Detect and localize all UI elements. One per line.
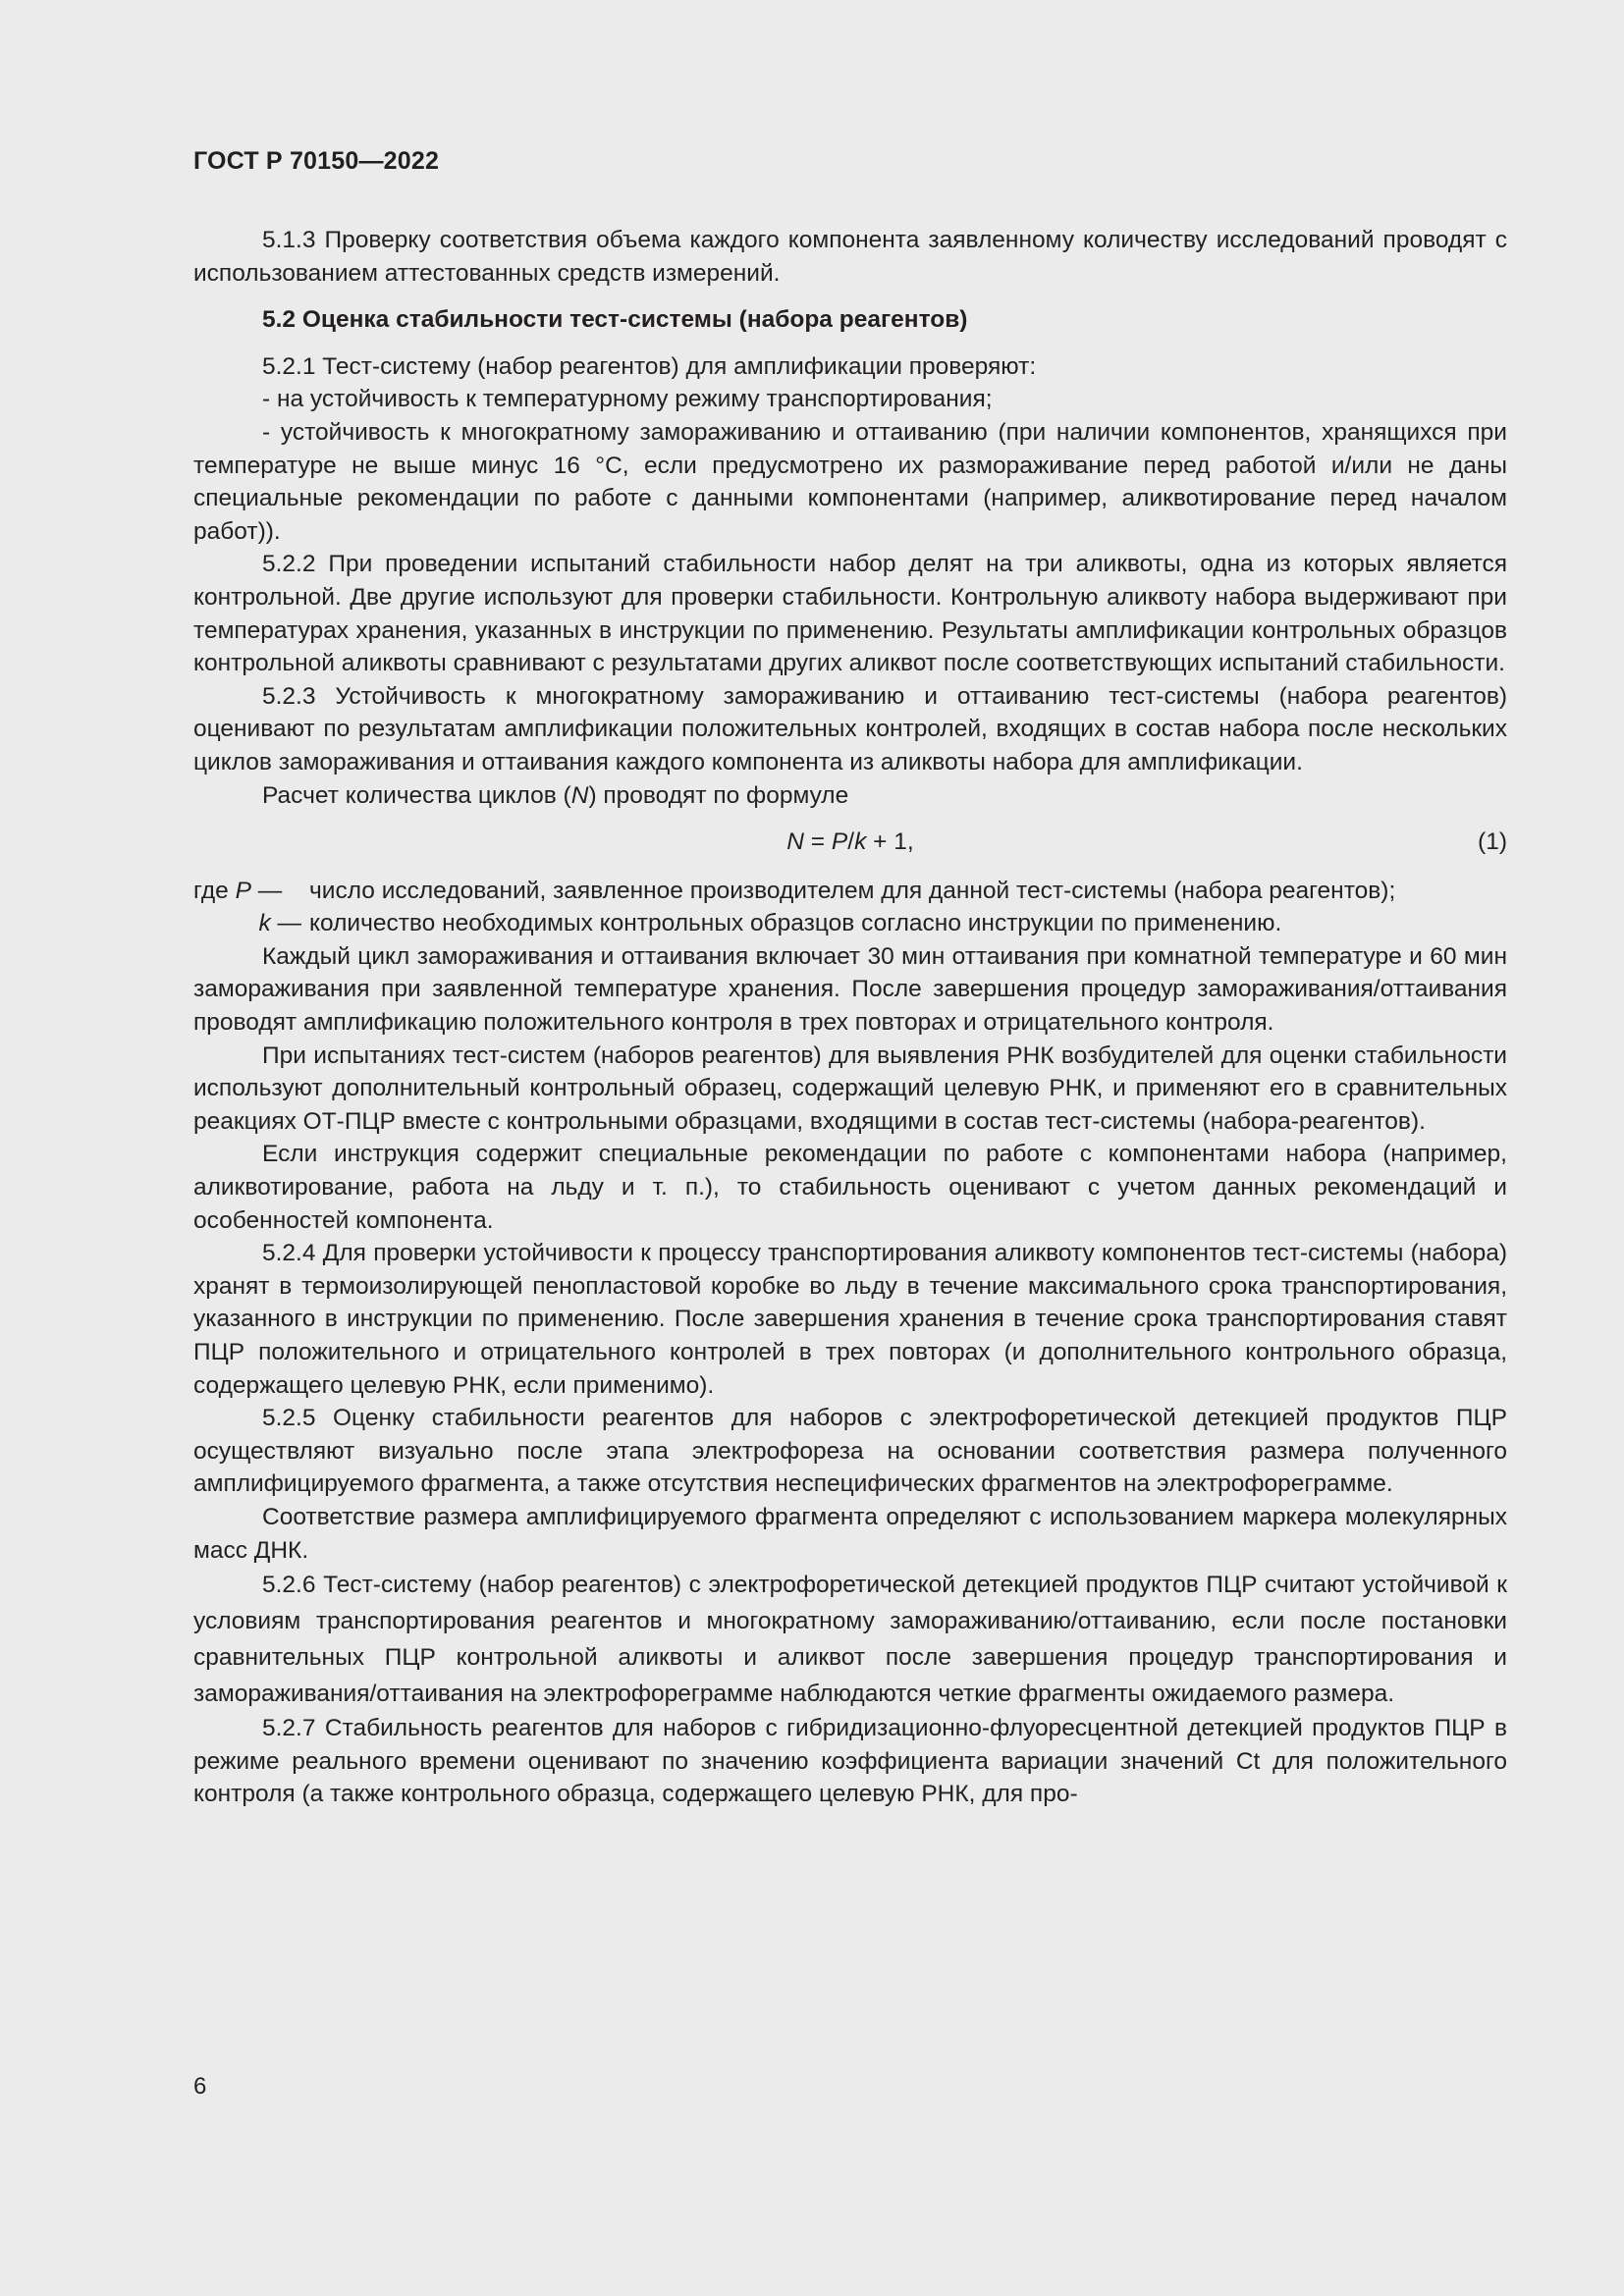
where-p-definition — [193, 875, 1507, 908]
where-var-k: k — [258, 910, 271, 937]
paragraph-cycle-calculation — [193, 779, 1507, 813]
formula-var-k: k — [854, 828, 867, 856]
where-p-text: число исследований, заявленное производителем для данной тест-системы (набора реагентов); — [309, 877, 1396, 904]
where-k-definition — [193, 907, 1507, 940]
list-item-transport: - на устойчивость к температурному режиму транспортирования; — [262, 386, 993, 413]
calc-text-end: ) проводят по формуле — [588, 781, 849, 809]
formula-var-n: N — [786, 828, 804, 856]
where-dash-p: — — [250, 877, 283, 904]
where-prefix: где — [193, 877, 236, 904]
document-body — [193, 224, 1507, 1811]
paragraph-5-2-6: 5.2.6 Тест-систему (набор реагентов) с электрофоретической детекцией продуктов ПЦР считают устойчивой к условиям транспортирования реагентов и многократному замораживанию/оттаиванию, если после постановки сравнительных ПЦР контрольной аликвоты и аликвот после завершения процедур транспортирования и замораживания/оттаивания на электрофореграмме наблюдаются четкие фрагменты ожидаемого размера. — [193, 1572, 1507, 1708]
where-var-p: P — [235, 877, 251, 904]
formula-slash: / — [847, 828, 855, 856]
paragraph-5-2-5: 5.2.5 Оценку стабильности реагентов для наборов с электрофоретической детекцией продуктов ПЦР осуществляют визуально после этапа электрофореза на основании соответствия размера полученного амплифицируемого фрагмента, а также отсутствия неспецифических фрагментов на электрофореграмме. — [193, 1405, 1507, 1498]
formula-plus-one: + 1, — [866, 828, 914, 856]
calc-variable-n: N — [570, 781, 589, 809]
paragraph-5-2-4: 5.2.4 Для проверки устойчивости к процессу транспортирования аликвоту компонентов тест-системы (набора) хранят в термоизолирующей пенопластовой коробке во льду в течение максимального срока транспортирования, указанного в инструкции по применению. После завершения хранения в течение срока транспортирования ставят ПЦР положительного и отрицательного контролей в трех повторах (и дополнительного контрольного образца, содержащего целевую РНК, если применимо). — [193, 1240, 1507, 1399]
formula-number: (1) — [1478, 828, 1507, 856]
paragraph-5-2-7: 5.2.7 Стабильность реагентов для наборов с гибридизационно-флуоресцентной детекцией продуктов ПЦР в режиме реального времени оценивают по значению коэффициента вариации значений Ct для положительного контроля (а также контрольного образца, содержащего целевую РНК, для про- — [193, 1715, 1507, 1808]
paragraph-5-1-3: 5.1.3 Проверку соответствия объема каждого компонента заявленному количеству исследований проводят с использованием аттестованных средств измерений. — [193, 227, 1507, 287]
formula-equals: = — [804, 828, 832, 856]
paragraph-5-2-1: 5.2.1 Тест-систему (набор реагентов) для амплификации проверяют: — [262, 352, 1037, 380]
where-k-label — [193, 907, 309, 940]
calc-text-start: Расчет количества циклов ( — [262, 781, 571, 809]
section-heading-5-2: 5.2 Оценка стабильности тест-системы (набора реагентов) — [262, 306, 968, 334]
paragraph-rna-control: При испытаниях тест-систем (наборов реагентов) для выявления РНК возбудителей для оценки стабильности используют дополнительный контрольный образец, содержащий целевую РНК, и применяют его в сравнительных реакциях ОТ-ПЦР вместе с контрольными образцами, входящими в состав тест-системы (набора-реагентов). — [193, 1041, 1507, 1135]
paragraph-dna-marker: Соответствие размера амплифицируемого фрагмента определяют с использованием маркера молекулярных масс ДНК. — [193, 1503, 1507, 1564]
formula-var-p: P — [831, 828, 848, 856]
where-dash-k: — — [270, 910, 301, 937]
formula-1 — [193, 826, 1507, 859]
paragraph-freeze-cycle: Каждый цикл замораживания и оттаивания включает 30 мин оттаивания при комнатной температуре и 60 мин замораживания при заявленной температуре хранения. После завершения процедур замораживания/оттаивания проводят амплификацию положительного контроля в трех повторах и отрицательного контроля. — [193, 942, 1507, 1037]
page-number: 6 — [193, 2073, 207, 2100]
where-k-text: количество необходимых контрольных образцов согласно инструкции по применению. — [309, 910, 1282, 937]
paragraph-instruction-recommendations: Если инструкция содержит специальные рекомендации по работе с компонентами набора (например, аликвотирование, работа на льду и т. п.), то стабильность оценивают с учетом данных рекомендаций и особенностей компонента. — [193, 1141, 1507, 1234]
paragraph-5-2-2: 5.2.2 При проведении испытаний стабильности набор делят на три аликвоты, одна из которых является контрольной. Две другие используют для проверки стабильности. Контрольную аликвоту набора выдерживают при температурах хранения, указанных в инструкции по применению. Результаты амплификации контрольных образцов контрольной аликвоты сравнивают с результатами других аликвот после соответствующих испытаний стабильности. — [193, 551, 1507, 677]
formula-expression — [193, 826, 1507, 859]
paragraph-5-2-3: 5.2.3 Устойчивость к многократному замораживанию и оттаиванию тест-системы (набора реагентов) оценивают по результатам амплификации положительных контролей, входящих в состав набора после нескольких циклов замораживания и оттаивания каждого компонента из аликвоты набора для амплификации. — [193, 682, 1507, 775]
document-code-header: ГОСТ Р 70150—2022 — [193, 147, 440, 175]
where-p-label — [193, 875, 309, 908]
list-item-freeze-thaw: - устойчивость к многократному замораживанию и оттаиванию (при наличии компонентов, хранящихся при температуре не выше минус 16 °С, если предусмотрено их размораживание перед работой и/или не даны специальные рекомендации по работе с данными компонентами (например, аликвотирование перед началом работ)). — [193, 418, 1507, 545]
